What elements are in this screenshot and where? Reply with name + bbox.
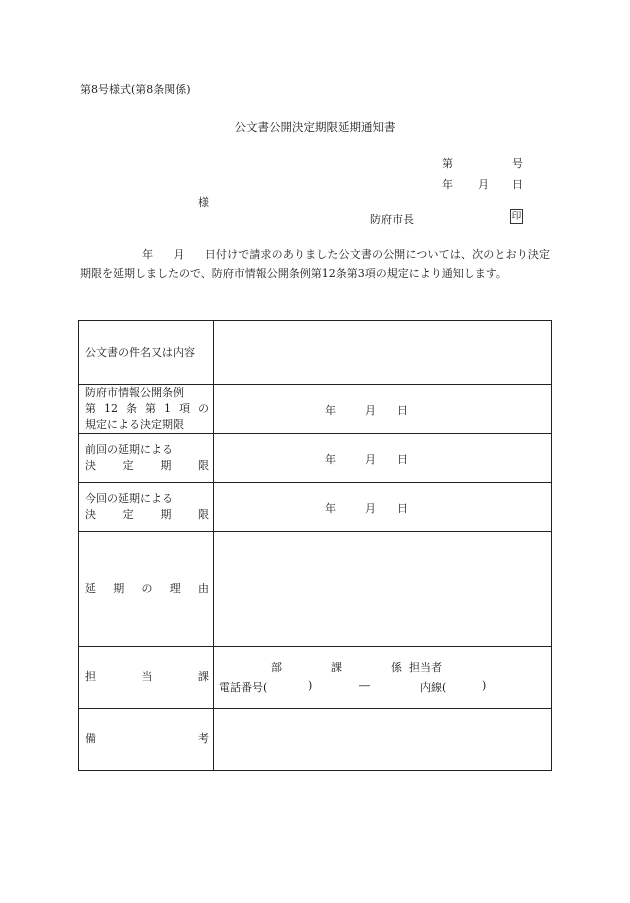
label-original-deadline: 防府市情報公開条例 第 12 条 第 1 項 の 規定による決定期限 <box>85 386 209 431</box>
document-number-suffix: 号 <box>512 157 523 170</box>
seal-stamp: 印 <box>511 211 522 222</box>
extension-close: ) <box>482 679 487 692</box>
body-month: 月 <box>173 248 185 261</box>
body-year: 年 <box>142 248 154 261</box>
table-row-extension-reason <box>79 532 551 647</box>
table-row-previous-deadline: 前回の延期による 決 定 期 限 年 月 日 <box>79 434 551 483</box>
sender-title: 防府市長 <box>370 213 414 226</box>
label-responsible-section: 担 当 課 <box>85 670 209 683</box>
label-previous-deadline: 前回の延期による 決 定 期 限 <box>85 443 209 472</box>
document-number-prefix: 第 <box>442 157 453 170</box>
contact-dept: 部 <box>271 661 282 674</box>
issue-date-month: 月 <box>478 178 489 191</box>
table-row-responsible-section <box>79 647 551 709</box>
label-extension-reason: 延 期 の 理 由 <box>85 582 209 595</box>
body-text: 日付けで請求のありました公文書の公開については、次のとおり決定期限を延期しましたので、防府市情報公開条例第12条第3項の規定により通知します。 <box>80 248 551 280</box>
extension-label: 内線( <box>420 681 447 694</box>
label-remarks: 備 考 <box>85 732 209 745</box>
table-row-remarks <box>79 709 551 770</box>
phone-label: 電話番号( <box>219 681 268 694</box>
label-document-subject: 公文書の件名又は内容 <box>85 346 195 359</box>
contact-section: 課 <box>331 661 342 674</box>
table-row-document-subject <box>79 321 551 385</box>
notice-table <box>78 320 552 771</box>
document-title: 公文書公開決定期限延期通知書 <box>234 120 396 134</box>
label-current-deadline: 今回の延期による 決 定 期 限 <box>85 492 209 521</box>
notice-body <box>80 245 550 283</box>
contact-person: 担当者 <box>409 661 442 674</box>
issue-date-year: 年 <box>442 178 453 191</box>
form-number: 第8号様式(第8条関係) <box>80 83 191 96</box>
issue-date-day: 日 <box>512 178 523 191</box>
addressee-honorific: 様 <box>198 196 209 209</box>
table-row-current-deadline: 今回の延期による 決 定 期 限 年 月 日 <box>79 483 551 532</box>
table-row-original-deadline: 防府市情報公開条例 第 12 条 第 1 項 の 規定による決定期限 年 月 日 <box>79 385 551 434</box>
contact-unit: 係 <box>391 661 402 674</box>
phone-close: ) <box>308 679 313 692</box>
phone-dash: ― <box>359 679 370 692</box>
